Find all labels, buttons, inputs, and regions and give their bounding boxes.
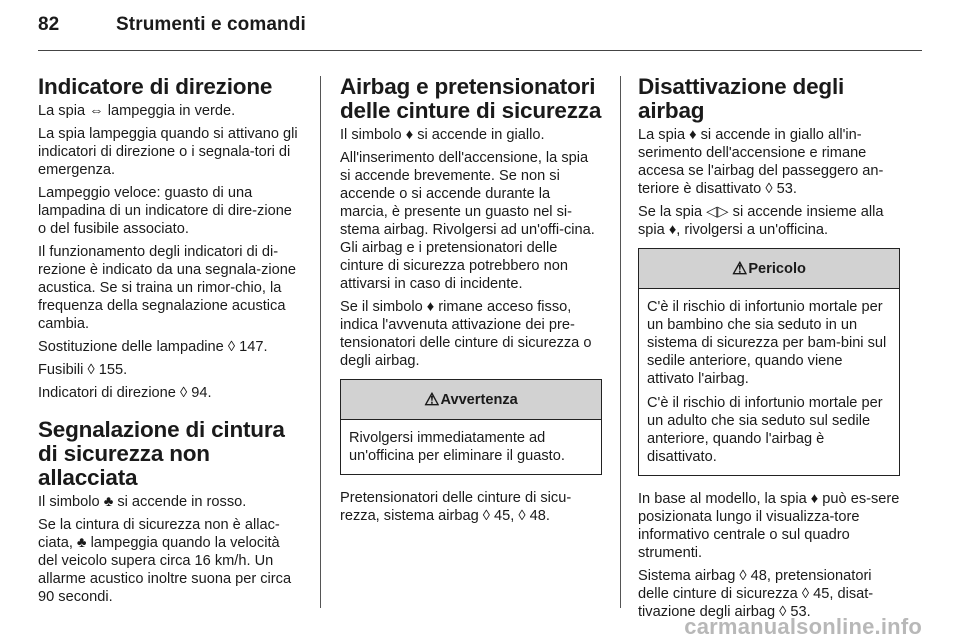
- xref-fuses[interactable]: Fusibili ◊ 155.: [38, 362, 128, 378]
- warning-icon: ⚠: [424, 389, 440, 409]
- column-1: [38, 75, 300, 611]
- danger-box-header: [639, 249, 899, 289]
- paragraph: Se il simbolo ♦ rimane acceso fisso, indica l'avvenuta attivazione dei pre-tensionatori delle cinture di sicurezza o degli airbag.: [340, 299, 592, 369]
- column-2: [340, 75, 602, 530]
- watermark: carmanualsonline.info: [684, 614, 922, 639]
- page-header: [38, 14, 306, 36]
- heading-airbag-deactivation: Disattivazione degli airbag: [638, 74, 845, 123]
- xref-pretensioners[interactable]: Pretensionatori delle cinture di sicu-rezza, sistema airbag ◊ 45, ◊ 48.: [340, 490, 572, 524]
- column-divider: [620, 76, 621, 608]
- warning-icon: ⚠: [732, 258, 748, 278]
- xref-turn-signals[interactable]: Indicatori di direzione ◊ 94.: [38, 385, 212, 401]
- paragraph: La spia lampeggia quando si attivano gli indicatori di direzione o i segnala-tori di emergenza.: [38, 126, 298, 178]
- paragraph: Il funzionamento degli indicatori di di-rezione è indicato da una segnala-zione acustica. Se si traina un rimor-chio, la frequenza della segnalazione acustica cambia.: [38, 244, 297, 332]
- danger-box: [638, 248, 900, 476]
- warning-box-header: [341, 380, 601, 420]
- paragraph: Se la spia ◁▷ si accende insieme alla spia ♦, rivolgersi a un'officina.: [638, 204, 884, 238]
- danger-box-text: C'è il rischio di infortunio mortale per un bambino che sia seduto in un sistema di sicurezza per bam-bini sul sedile anteriore, quando viene attivato l'airbag.: [647, 299, 887, 387]
- warning-box-title: Avvertenza: [440, 391, 518, 408]
- paragraph: La spia ♦ si accende in giallo all'in-serimento dell'accensione e rimane accesa se l'airbag del passeggero an-teriore è disattivato ◊ 53.: [638, 127, 884, 197]
- paragraph: All'inserimento dell'accensione, la spia si accende brevemente. Se non si accende o si accende durante la marcia, è presente un guasto nel si-stema airbag. Rivolgersi ad un'offi-cina. Gli airbag e i pretensionatori delle cinture di sicurezza potrebbero non attivarsi in caso di incidente.: [340, 150, 595, 292]
- paragraph: Lampeggio veloce: guasto di una lampadina di un indicatore di dire-zione o del fusibile associato.: [38, 185, 292, 237]
- header-rule: [38, 50, 922, 51]
- chapter-title: Strumenti e comandi: [116, 14, 306, 35]
- warning-box: [340, 379, 602, 475]
- column-3: [638, 75, 900, 626]
- page-number: 82: [38, 14, 60, 35]
- warning-box-text: Rivolgersi immediatamente ad un'officina per eliminare il guasto.: [349, 430, 565, 464]
- danger-box-title: Pericolo: [748, 260, 806, 277]
- xref-bulbs[interactable]: Sostituzione delle lampadine ◊ 147.: [38, 339, 268, 355]
- column-divider: [320, 76, 321, 608]
- paragraph: La spia ⇔ lampeggia in verde.: [38, 103, 236, 119]
- xref-airbag-system[interactable]: Sistema airbag ◊ 48, pretensionatori delle cinture di sicurezza ◊ 45, disat-tivazione degli airbag ◊ 53.: [638, 568, 874, 620]
- paragraph: Il simbolo ♦ si accende in giallo.: [340, 127, 545, 143]
- paragraph: In base al modello, la spia ♦ può es-sere posizionata lungo il visualizza-tore informativo centrale o sul quadro strumenti.: [638, 491, 900, 561]
- heading-airbag: Airbag e pretensionatori delle cinture di sicurezza: [340, 74, 602, 123]
- danger-box-text: C'è il rischio di infortunio mortale per un adulto che sia seduto sul sedile anteriore, quando l'airbag è disattivato.: [647, 395, 883, 465]
- paragraph: Se la cintura di sicurezza non è allac-ciata, ♣ lampeggia quando la velocità del veicolo supera circa 16 km/h. Un allarme acustico inoltre suona per circa 90 secondi.: [38, 517, 292, 605]
- paragraph: Il simbolo ♣ si accende in rosso.: [38, 494, 247, 510]
- heading-turn-signal: Indicatore di direzione: [38, 74, 273, 99]
- heading-seatbelt-reminder: Segnalazione di cintura di sicurezza non allacciata: [38, 417, 285, 490]
